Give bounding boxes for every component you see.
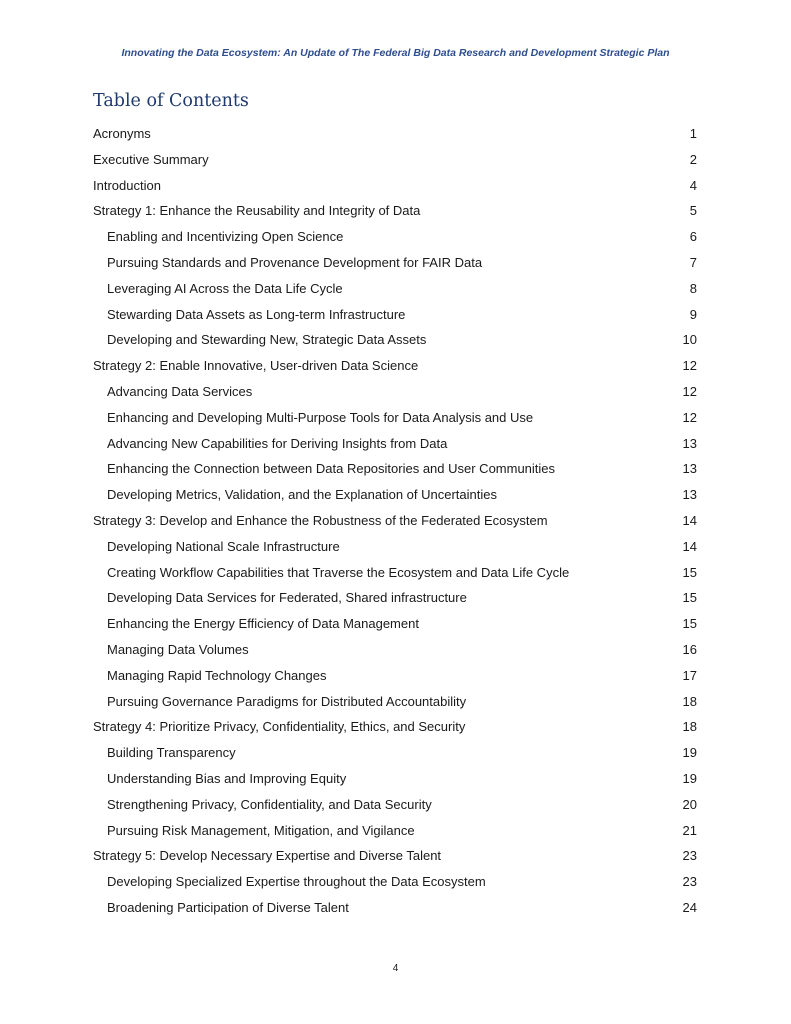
toc-entry-label[interactable]: Pursuing Standards and Provenance Development for FAIR Data xyxy=(107,254,483,270)
page-number: 4 xyxy=(392,963,399,974)
toc-entry[interactable] xyxy=(93,460,697,486)
toc-entry[interactable] xyxy=(93,280,697,306)
toc-entry-label[interactable]: Strategy 3: Develop and Enhance the Robustness of the Federated Ecosystem xyxy=(93,512,548,528)
running-header: Innovating the Data Ecosystem: An Update of The Federal Big Data Research and Development Strategic Plan xyxy=(121,47,670,59)
toc-entry-label[interactable]: Strengthening Privacy, Confidentiality, and Data Security xyxy=(107,796,432,812)
toc-entry[interactable] xyxy=(93,899,697,925)
toc-entry-page[interactable]: 19 xyxy=(682,770,697,786)
toc-entry[interactable] xyxy=(93,641,697,667)
toc-entry[interactable] xyxy=(93,357,697,383)
toc-entry[interactable] xyxy=(93,693,697,719)
toc-entry-page[interactable]: 12 xyxy=(682,409,697,425)
toc-entry[interactable] xyxy=(93,667,697,693)
toc-entry-label[interactable]: Acronyms xyxy=(93,126,151,141)
toc-entry[interactable] xyxy=(93,744,697,770)
toc-entry[interactable] xyxy=(93,589,697,615)
toc-entry-page[interactable]: 2 xyxy=(689,151,697,167)
toc-entry-page[interactable]: 16 xyxy=(682,641,697,657)
toc-entry-page[interactable]: 6 xyxy=(689,229,697,245)
toc-entry-page[interactable]: 15 xyxy=(682,616,697,632)
toc-entry[interactable] xyxy=(93,125,697,151)
toc-entry[interactable] xyxy=(93,202,697,228)
toc-entry[interactable] xyxy=(93,331,697,357)
toc-entry[interactable] xyxy=(93,409,697,435)
toc-entry-label[interactable]: Broadening Participation of Diverse Talent xyxy=(107,899,349,915)
toc-entry-page[interactable]: 15 xyxy=(682,564,697,580)
toc-entry-label[interactable]: Introduction xyxy=(93,177,161,193)
toc-entry-page[interactable]: 13 xyxy=(682,435,697,451)
toc-entry-label[interactable]: Enhancing the Energy Efficiency of Data Management xyxy=(107,616,419,632)
toc-entry-page[interactable]: 12 xyxy=(682,358,697,374)
toc-entry-page[interactable]: 18 xyxy=(682,693,697,709)
toc-entry-page[interactable]: 9 xyxy=(689,306,697,322)
toc-entry-label[interactable]: Executive Summary xyxy=(93,151,209,167)
toc-entry-page[interactable]: 23 xyxy=(682,874,697,890)
toc-entry[interactable] xyxy=(93,254,697,280)
toc-entry-label[interactable]: Managing Rapid Technology Changes xyxy=(107,667,327,683)
toc-entry-page[interactable]: 5 xyxy=(689,203,697,219)
toc-entry-label[interactable]: Advancing Data Services xyxy=(107,383,253,399)
toc-entry-label[interactable]: Stewarding Data Assets as Long-term Infrastructure xyxy=(107,306,406,322)
toc-entry-label[interactable]: Enabling and Incentivizing Open Science xyxy=(107,229,344,245)
toc-entry-label[interactable]: Developing Data Services for Federated, Shared infrastructure xyxy=(107,590,467,606)
toc-entry-page[interactable]: 21 xyxy=(682,822,697,838)
toc-entry-label[interactable]: Pursuing Governance Paradigms for Distributed Accountability xyxy=(107,693,467,709)
toc-entry[interactable] xyxy=(93,228,697,254)
toc-entry-label[interactable]: Understanding Bias and Improving Equity xyxy=(107,770,347,786)
page-title: Table of Contents xyxy=(93,91,249,111)
toc-entry[interactable] xyxy=(93,564,697,590)
toc-entry-label[interactable]: Strategy 1: Enhance the Reusability and Integrity of Data xyxy=(93,203,421,219)
toc-entry-page[interactable]: 18 xyxy=(682,719,697,735)
toc-entry-page[interactable]: 23 xyxy=(682,848,697,864)
toc-entry[interactable] xyxy=(93,718,697,744)
toc-entry-label[interactable]: Enhancing and Developing Multi-Purpose Tools for Data Analysis and Use xyxy=(107,409,534,425)
toc-entry[interactable] xyxy=(93,383,697,409)
toc-entry-label[interactable]: Building Transparency xyxy=(107,745,236,761)
toc-entry-label[interactable]: Developing National Scale Infrastructure xyxy=(107,538,340,554)
toc-entry-label[interactable]: Creating Workflow Capabilities that Traverse the Ecosystem and Data Life Cycle xyxy=(107,564,570,580)
toc-entry-page[interactable]: 4 xyxy=(689,177,697,193)
toc-entry[interactable] xyxy=(93,847,697,873)
toc-entry-page[interactable]: 24 xyxy=(682,899,697,915)
toc-entry[interactable] xyxy=(93,435,697,461)
toc-entry-page[interactable]: 17 xyxy=(682,667,697,683)
table-of-contents xyxy=(93,125,697,925)
toc-entry-page[interactable]: 19 xyxy=(682,745,697,761)
toc-entry-page[interactable]: 13 xyxy=(682,487,697,503)
toc-entry-label[interactable]: Strategy 2: Enable Innovative, User-driven Data Science xyxy=(93,358,419,374)
toc-entry[interactable] xyxy=(93,512,697,538)
toc-entry-page[interactable]: 13 xyxy=(682,461,697,477)
toc-entry-label[interactable]: Pursuing Risk Management, Mitigation, and Vigilance xyxy=(107,822,415,838)
toc-entry[interactable] xyxy=(93,796,697,822)
toc-entry-label[interactable]: Developing Metrics, Validation, and the Explanation of Uncertainties xyxy=(107,487,497,503)
toc-entry[interactable] xyxy=(93,770,697,796)
toc-entry-page[interactable]: 20 xyxy=(682,796,697,812)
toc-entry-label[interactable]: Advancing New Capabilities for Deriving Insights from Data xyxy=(107,435,448,451)
toc-entry[interactable] xyxy=(93,486,697,512)
toc-entry-label[interactable]: Managing Data Volumes xyxy=(107,641,249,657)
toc-entry[interactable] xyxy=(93,306,697,332)
toc-entry[interactable] xyxy=(93,822,697,848)
toc-entry-label[interactable]: Strategy 4: Prioritize Privacy, Confidentiality, Ethics, and Security xyxy=(93,719,466,735)
toc-entry-page[interactable]: 7 xyxy=(689,254,697,270)
toc-entry-label[interactable]: Strategy 5: Develop Necessary Expertise and Diverse Talent xyxy=(93,848,442,864)
toc-entry-label[interactable]: Developing Specialized Expertise throughout the Data Ecosystem xyxy=(107,874,486,890)
toc-entry[interactable] xyxy=(93,615,697,641)
toc-entry-page[interactable]: 8 xyxy=(689,280,697,296)
toc-entry-page[interactable]: 15 xyxy=(682,590,697,606)
toc-entry[interactable] xyxy=(93,177,697,203)
toc-entry[interactable] xyxy=(93,873,697,899)
toc-entry-label[interactable]: Enhancing the Connection between Data Repositories and User Communities xyxy=(107,461,556,477)
toc-entry-label[interactable]: Developing and Stewarding New, Strategic Data Assets xyxy=(107,332,427,348)
toc-entry[interactable] xyxy=(93,538,697,564)
toc-entry-page[interactable]: 14 xyxy=(682,538,697,554)
toc-entry-page[interactable]: 10 xyxy=(682,332,697,348)
toc-entry-label[interactable]: Leveraging AI Across the Data Life Cycle xyxy=(107,280,343,296)
toc-entry-page[interactable]: 14 xyxy=(682,512,697,528)
toc-entry[interactable] xyxy=(93,151,697,177)
toc-entry-page[interactable]: 12 xyxy=(682,383,697,399)
toc-entry-page[interactable]: 1 xyxy=(689,126,697,141)
